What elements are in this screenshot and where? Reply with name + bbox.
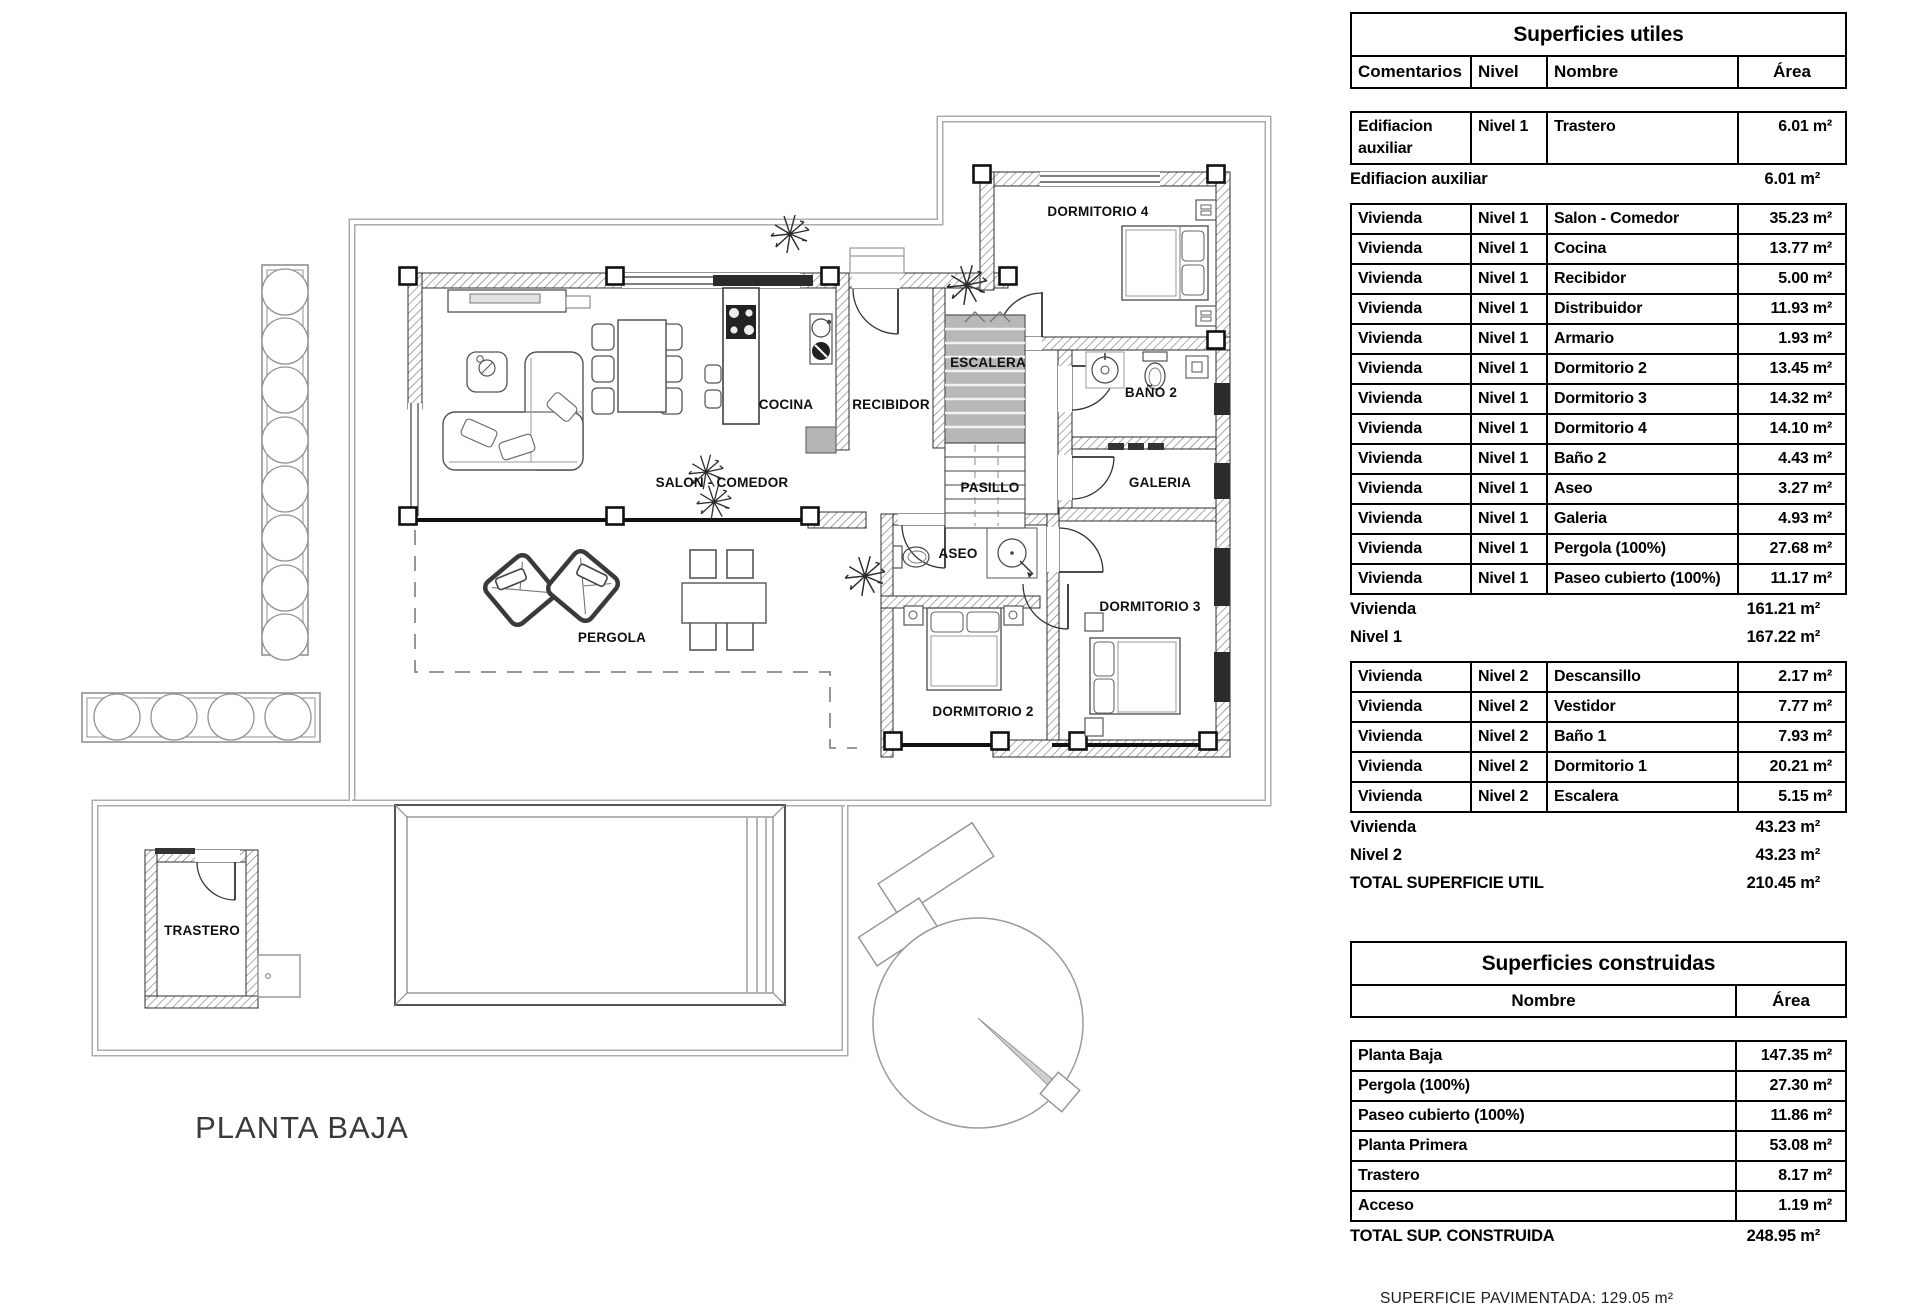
cell-area: 3.27 m²	[1737, 475, 1845, 503]
cell-nombre: Planta Baja	[1358, 1047, 1443, 1064]
cell-area: 35.23 m²	[1737, 205, 1845, 233]
table-row	[1352, 781, 1845, 811]
table-row	[1352, 1190, 1845, 1220]
room-label-galeria: GALERIA	[1128, 475, 1192, 490]
room-label-dormitorio3: DORMITORIO 3	[1099, 599, 1201, 614]
subtotal-label: Vivienda	[1350, 599, 1416, 618]
table-row	[1352, 533, 1845, 563]
cell-nombre: Armario	[1546, 325, 1737, 353]
table-row	[1352, 323, 1845, 353]
subtotal-row	[1350, 869, 1847, 897]
table-row	[1352, 383, 1845, 413]
total-row	[1350, 1222, 1847, 1250]
table-row	[1352, 1070, 1845, 1100]
subtotal-area: 6.01 m²	[1764, 169, 1820, 188]
construidas-total	[1350, 1222, 1847, 1250]
cell-comentarios: Vivienda	[1358, 390, 1422, 407]
table-row	[1352, 751, 1845, 781]
cell-nivel: Nivel 1	[1470, 113, 1546, 163]
cell-nombre: Planta Primera	[1358, 1137, 1468, 1154]
bathroom2-fixtures	[1086, 352, 1208, 389]
trastero-annex	[258, 955, 300, 997]
cell-nivel: Nivel 2	[1470, 663, 1546, 691]
living-room-furniture	[443, 290, 590, 470]
cell-comentarios: Vivienda	[1358, 758, 1422, 775]
round-feature	[859, 823, 1083, 1128]
cell-nombre: Dormitorio 2	[1546, 355, 1737, 383]
cell-area: 4.43 m²	[1737, 445, 1845, 473]
cell-nivel: Nivel 1	[1470, 445, 1546, 473]
stairs	[945, 312, 1025, 528]
entry-porch	[850, 248, 904, 273]
cell-area: 11.86 m²	[1735, 1102, 1845, 1130]
tree-strip-vertical	[262, 265, 308, 660]
cell-nivel: Nivel 1	[1470, 355, 1546, 383]
cell-comentarios: Vivienda	[1358, 668, 1422, 685]
cell-nivel: Nivel 2	[1470, 783, 1546, 811]
utiles-header	[1350, 12, 1847, 89]
table-row	[1352, 721, 1845, 751]
cell-area: 2.17 m²	[1737, 663, 1845, 691]
cell-nombre: Escalera	[1546, 783, 1737, 811]
cell-nivel: Nivel 1	[1470, 295, 1546, 323]
cell-area: 53.08 m²	[1735, 1132, 1845, 1160]
subtotal-label: Nivel 2	[1350, 845, 1402, 864]
subtotal-label: TOTAL SUPERFICIE UTIL	[1350, 873, 1544, 892]
subtotal-area: 43.23 m²	[1755, 845, 1820, 864]
cell-nombre: Paseo cubierto (100%)	[1358, 1107, 1525, 1124]
subtotal-area: 161.21 m²	[1746, 599, 1820, 618]
column-header: Área	[1735, 986, 1845, 1016]
room-label-recibidor: RECIBIDOR	[852, 397, 930, 412]
table-row	[1352, 503, 1845, 533]
column-header: Nombre	[1546, 57, 1737, 87]
table-row	[1352, 1100, 1845, 1130]
cell-area: 13.77 m²	[1737, 235, 1845, 263]
subtotal-label: Vivienda	[1350, 817, 1416, 836]
cell-area: 14.32 m²	[1737, 385, 1845, 413]
utiles-rows	[1350, 111, 1847, 897]
room-label-trastero: TRASTERO	[164, 923, 240, 938]
cell-area: 20.21 m²	[1737, 753, 1845, 781]
cell-comentarios: Vivienda	[1358, 270, 1422, 287]
cell-nombre: Salon - Comedor	[1546, 205, 1737, 233]
cell-nivel: Nivel 1	[1470, 205, 1546, 233]
table-block	[1350, 661, 1847, 813]
sheet-title: PLANTA BAJA	[195, 1110, 409, 1145]
cell-comentarios: Vivienda	[1358, 330, 1422, 347]
areas-panel	[1350, 12, 1847, 1308]
table-row	[1352, 263, 1845, 293]
table-row	[1352, 663, 1845, 691]
cell-nombre: Pergola (100%)	[1358, 1077, 1470, 1094]
cell-area: 6.01 m²	[1737, 113, 1845, 163]
construidas-header	[1350, 941, 1847, 1018]
subtotal-row	[1350, 595, 1847, 623]
cell-nivel: Nivel 1	[1470, 565, 1546, 593]
table-row	[1352, 563, 1845, 593]
cell-nombre: Trastero	[1546, 113, 1737, 163]
cell-nivel: Nivel 1	[1470, 415, 1546, 443]
cell-nombre: Dormitorio 1	[1546, 753, 1737, 781]
room-label-bano2: BAÑO 2	[1124, 385, 1178, 400]
subtotal-row	[1350, 841, 1847, 869]
construidas-title: Superficies construidas	[1352, 943, 1845, 986]
table-row	[1352, 293, 1845, 323]
cell-nivel: Nivel 2	[1470, 693, 1546, 721]
utiles-title: Superficies utiles	[1352, 14, 1845, 57]
total-label: TOTAL SUP. CONSTRUIDA	[1350, 1226, 1555, 1245]
table-row	[1352, 473, 1845, 503]
cell-nivel: Nivel 1	[1470, 265, 1546, 293]
room-label-dormitorio2: DORMITORIO 2	[932, 704, 1034, 719]
table-block	[1350, 111, 1847, 165]
table-row	[1352, 1042, 1845, 1070]
table-row	[1352, 1160, 1845, 1190]
cell-comentarios: Edifiacion auxiliar	[1358, 118, 1433, 157]
subtotal-row	[1350, 813, 1847, 841]
room-label-pasillo: PASILLO	[960, 480, 1020, 495]
utiles-column-headers	[1352, 57, 1845, 87]
cell-area: 11.93 m²	[1737, 295, 1845, 323]
room-label-escalera: ESCALERA	[950, 355, 1026, 370]
cell-area: 4.93 m²	[1737, 505, 1845, 533]
cell-nivel: Nivel 1	[1470, 235, 1546, 263]
cell-nombre: Vestidor	[1546, 693, 1737, 721]
cell-area: 147.35 m²	[1735, 1042, 1845, 1070]
table-row	[1352, 205, 1845, 233]
cell-nivel: Nivel 1	[1470, 385, 1546, 413]
table-row	[1352, 353, 1845, 383]
cell-nombre: Dormitorio 4	[1546, 415, 1737, 443]
cell-area: 14.10 m²	[1737, 415, 1845, 443]
cell-nombre: Trastero	[1358, 1167, 1420, 1184]
column-header: Nivel	[1470, 57, 1546, 87]
cell-nivel: Nivel 1	[1470, 535, 1546, 563]
cell-nombre: Cocina	[1546, 235, 1737, 263]
table-row	[1352, 233, 1845, 263]
cell-area: 5.15 m²	[1737, 783, 1845, 811]
cell-nombre: Distribuidor	[1546, 295, 1737, 323]
cell-nombre: Aseo	[1546, 475, 1737, 503]
bedroom3-furniture	[1085, 613, 1180, 736]
table-block	[1350, 1040, 1847, 1222]
subtotal-row	[1350, 165, 1847, 193]
cell-nombre: Dormitorio 3	[1546, 385, 1737, 413]
table-block	[1350, 203, 1847, 595]
cell-area: 1.19 m²	[1735, 1192, 1845, 1220]
cell-nombre: Recibidor	[1546, 265, 1737, 293]
cell-nivel: Nivel 1	[1470, 505, 1546, 533]
cell-nivel: Nivel 2	[1470, 753, 1546, 781]
cell-area: 8.17 m²	[1735, 1162, 1845, 1190]
room-label-cocina: COCINA	[758, 397, 814, 412]
total-area: 248.95 m²	[1746, 1226, 1820, 1245]
column-header: Comentarios	[1358, 62, 1462, 81]
cell-area: 11.17 m²	[1737, 565, 1845, 593]
cell-comentarios: Vivienda	[1358, 450, 1422, 467]
cell-nombre: Baño 2	[1546, 445, 1737, 473]
cell-area: 7.77 m²	[1737, 693, 1845, 721]
cell-comentarios: Vivienda	[1358, 360, 1422, 377]
subtotal-area: 210.45 m²	[1746, 873, 1820, 892]
room-label-dormitorio4: DORMITORIO 4	[1047, 204, 1149, 219]
subtotal-label: Nivel 1	[1350, 627, 1402, 646]
cell-area: 5.00 m²	[1737, 265, 1845, 293]
cell-nombre: Descansillo	[1546, 663, 1737, 691]
cell-nombre: Pergola (100%)	[1546, 535, 1737, 563]
cell-area: 7.93 m²	[1737, 723, 1845, 751]
column-header: Área	[1737, 57, 1845, 87]
cell-nombre: Baño 1	[1546, 723, 1737, 751]
superficies-utiles-table	[1350, 12, 1847, 897]
dining-table	[592, 320, 682, 414]
table-row	[1352, 1130, 1845, 1160]
tree-strip-horizontal	[82, 693, 320, 742]
cell-comentarios: Vivienda	[1358, 210, 1422, 227]
cell-nombre: Galeria	[1546, 505, 1737, 533]
cell-comentarios: Vivienda	[1358, 788, 1422, 805]
cell-comentarios: Vivienda	[1358, 510, 1422, 527]
subtotal-label: Edifiacion auxiliar	[1350, 169, 1488, 188]
cell-area: 1.93 m²	[1737, 325, 1845, 353]
room-label-salon: SALON - COMEDOR	[655, 475, 789, 490]
room-label-pergola: PERGOLA	[577, 630, 647, 645]
cell-comentarios: Vivienda	[1358, 728, 1422, 745]
cell-area: 27.68 m²	[1737, 535, 1845, 563]
construidas-rows	[1350, 1040, 1847, 1222]
room-label-aseo: ASEO	[938, 546, 978, 561]
bedroom2-furniture	[904, 606, 1023, 690]
cell-nombre: Acceso	[1358, 1197, 1414, 1214]
cell-comentarios: Vivienda	[1358, 240, 1422, 257]
cell-nivel: Nivel 1	[1470, 325, 1546, 353]
pool	[395, 805, 785, 1005]
paved-area-footnote: SUPERFICIE PAVIMENTADA: 129.05 m²	[1380, 1290, 1674, 1307]
column-header: Nombre	[1511, 991, 1576, 1010]
cell-comentarios: Vivienda	[1358, 300, 1422, 317]
subtotal-area: 43.23 m²	[1755, 817, 1820, 836]
subtotal-row	[1350, 623, 1847, 651]
construidas-column-headers	[1352, 986, 1845, 1016]
cell-comentarios: Vivienda	[1358, 570, 1422, 587]
superficies-construidas-table	[1350, 941, 1847, 1250]
galeria-appliances	[1108, 443, 1164, 450]
table-row	[1352, 113, 1845, 163]
cell-nombre: Paseo cubierto (100%)	[1546, 565, 1737, 593]
cell-comentarios: Vivienda	[1358, 480, 1422, 497]
subtotal-area: 167.22 m²	[1746, 627, 1820, 646]
cell-comentarios: Vivienda	[1358, 420, 1422, 437]
table-row	[1352, 443, 1845, 473]
table-row	[1352, 413, 1845, 443]
cell-comentarios: Vivienda	[1358, 698, 1422, 715]
cell-nivel: Nivel 2	[1470, 723, 1546, 751]
cell-area: 27.30 m²	[1735, 1072, 1845, 1100]
cell-nivel: Nivel 1	[1470, 475, 1546, 503]
cell-comentarios: Vivienda	[1358, 540, 1422, 557]
cell-area: 13.45 m²	[1737, 355, 1845, 383]
table-row	[1352, 691, 1845, 721]
